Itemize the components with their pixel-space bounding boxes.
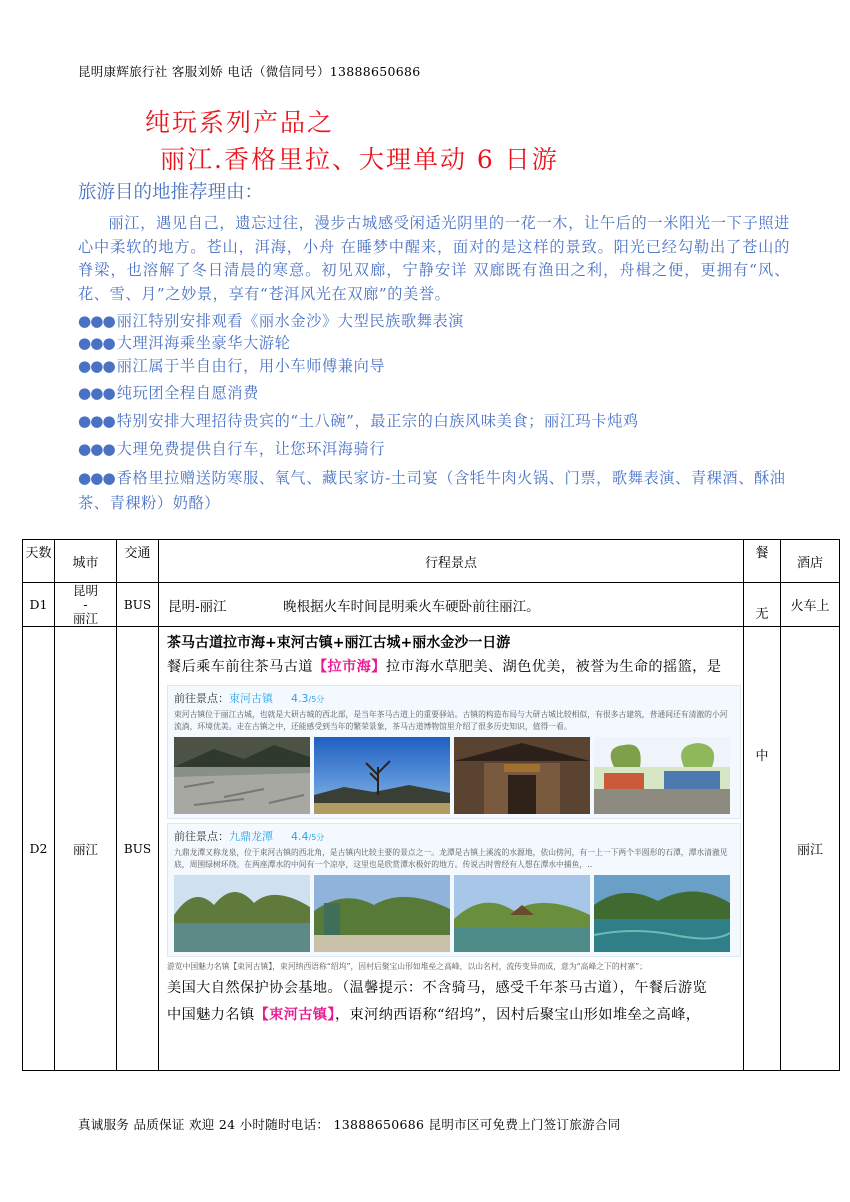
photo-blue-sky-tree — [314, 737, 450, 814]
photo-clear-pool — [594, 875, 730, 952]
header-meal: 餐 — [744, 540, 781, 583]
itinerary-table — [22, 539, 840, 1071]
photo-strip — [174, 875, 734, 952]
highlight-item: ●●● 香格里拉赠送防寒服、氧气、藏民家访-土司宴（含牦牛肉火锅、门票，歌舞表演、青稞酒、酥油茶、青稞粉）奶酪） — [78, 469, 786, 512]
day-cell: D1 — [23, 583, 55, 627]
hotel-cell: 火车上 — [781, 583, 840, 627]
highlight-item: ●●● 丽江特别安排观看《丽水金沙》大型民族歌舞表演 — [78, 312, 465, 330]
card-desc: 束河古镇位于丽江古城，也就是大研古城的西北部，是当年茶马古道上的重要驿站。古镇的构造布局与大研古城比较相似，有很多古建筑，普通间还有清澈的小河流淌，环境优美。走在古镇之中，还能感受到当年的繁荣景象，茶马古道博物馆里介绍了很多历史知识，值得一看。 — [174, 710, 728, 731]
card-desc: 九鼎龙潭又称龙泉，位于束河古镇的西北角，是古镇内比较主要的景点之一。龙潭是古镇上溪流的水源地，依山傍河，有一上一下两个半圆形的石潭，潭水清澈见底，周围绿树环绕。在两座潭水的中间有一个凉亭，这里也是欣赏潭水极好的地方。传说古时曾经有人想在潭水中捕鱼，.. — [174, 848, 728, 869]
spot-card-shuhe — [167, 685, 741, 819]
highlight-item: ●●● 大理免费提供自行车，让您环洱海骑行 — [78, 440, 386, 458]
city-cell: 昆明 - 丽江 — [55, 583, 117, 627]
table-header-row — [23, 540, 840, 583]
highlight-shuhe: 【束河古镇】 — [254, 1007, 335, 1023]
highlight-lashihai: 【拉市海】 — [312, 659, 386, 675]
photo-stone-tablet — [314, 875, 450, 952]
header-city: 城市 — [55, 540, 117, 583]
day-title: 茶马古道拉市海+束河古镇+丽江古城+丽水金沙一日游 — [167, 635, 511, 651]
transport-cell: BUS — [117, 583, 159, 627]
title-line-2: 丽江.香格里拉、大理单动 6 日游 — [160, 145, 559, 174]
header-itinerary: 行程景点 — [159, 540, 744, 583]
paragraph: 餐后乘车前往茶马古道【拉市海】拉市海水草肥美、湖色优美，被誉为生命的摇篮，是 — [167, 659, 722, 675]
route-label: 昆明-丽江 — [168, 598, 227, 615]
highlight-item: ●●● 纯玩团全程自愿消费 — [78, 384, 259, 402]
photo-old-gate — [454, 737, 590, 814]
bullet-dots: ●●● — [78, 357, 115, 375]
spot-score: 4.4 — [291, 830, 309, 843]
photo-market-street — [594, 737, 730, 814]
photo-pavilion-pond — [454, 875, 590, 952]
bullet-dots: ●●● — [78, 384, 115, 402]
bullet-dots: ●●● — [78, 412, 115, 430]
reason-heading: 旅游目的地推荐理由： — [78, 182, 264, 203]
photo-caption: 游览中国魅力名镇【束河古镇】，束河纳西语称“绍坞”，因村后聚宝山形如堆垒之高峰，以山名村，流传变异而成，意为“高峰之下的村寨”； — [167, 962, 648, 971]
spot-card-jiuding — [167, 823, 741, 957]
card-header: 前往景点：九鼎龙潭 4.4/5分 — [174, 830, 325, 843]
hotel-cell: 丽江 — [781, 627, 840, 1071]
card-header: 前往景点：束河古镇 4.3/5分 — [174, 692, 325, 705]
itinerary-cell — [159, 583, 744, 627]
route-desc: 晚根据火车时间昆明乘火车硬卧前往丽江。 — [283, 598, 540, 615]
spot-name: 九鼎龙潭 — [229, 830, 273, 843]
spot-score: 4.3 — [291, 692, 309, 705]
bullet-dots: ●●● — [78, 334, 115, 352]
photo-strip — [174, 737, 734, 814]
highlight-item: ●●● 特别安排大理招待贵宾的“土八碗”，最正宗的白族风味美食；丽江玛卡炖鸡 — [78, 412, 639, 430]
paragraph: 中国魅力名镇【束河古镇】，束河纳西语称“绍坞”，因村后聚宝山形如堆垒之高峰， — [167, 1007, 701, 1023]
highlight-item: ●●● 丽江属于半自由行，用小车师傅兼向导 — [78, 357, 386, 375]
header-transport: 交通 — [117, 540, 159, 583]
day-cell: D2 — [23, 627, 55, 1071]
bullet-dots: ●●● — [78, 469, 115, 487]
header-hotel: 酒店 — [781, 540, 840, 583]
table-row-d1 — [23, 583, 840, 627]
transport-cell: BUS — [117, 627, 159, 1071]
spot-name: 束河古镇 — [229, 692, 273, 705]
bullet-dots: ●●● — [78, 312, 115, 330]
city-cell: 丽江 — [55, 627, 117, 1071]
meal-cell: 中 — [744, 627, 781, 1071]
page-footer: 真诚服务 品质保证 欢迎 24 小时随时电话： 13888650686 昆明市区可免费上门签订旅游合同 — [78, 1117, 621, 1132]
title-line-1: 纯玩系列产品之 — [145, 108, 335, 137]
bullet-dots: ●●● — [78, 440, 115, 458]
highlight-item: ●●● 大理洱海乘坐豪华大游轮 — [78, 334, 291, 352]
paragraph: 美国大自然保护协会基地。（温馨提示：不含骑马，感受千年茶马古道），午餐后游览 — [167, 980, 708, 996]
photo-lake-trees — [174, 875, 310, 952]
page-header: 昆明康辉旅行社 客服刘娇 电话（微信同号）13888650686 — [78, 64, 421, 79]
header-day: 天数 — [23, 540, 55, 583]
intro-paragraph: 丽江，遇见自己，遗忘过往，漫步古城感受闲适光阴里的一花一木，让午后的一米阳光一下子照进心中柔软的地方。苍山，洱海，小舟 在睡梦中醒来，面对的是这样的景致。阳光已经勾勒出了苍山的脊梁，也溶解了冬日清晨的寒意。初见双廊，宁静安详 双廊既有渔田之利，舟楫之便，更拥有“风、花、雪、月”之妙景，享有“苍洱风光在双廊”的美誉。 — [78, 214, 790, 303]
meal-cell: 无 — [744, 583, 781, 627]
itinerary-cell — [159, 627, 744, 1071]
table-row-d2 — [23, 627, 840, 1071]
photo-stone-road — [174, 737, 310, 814]
